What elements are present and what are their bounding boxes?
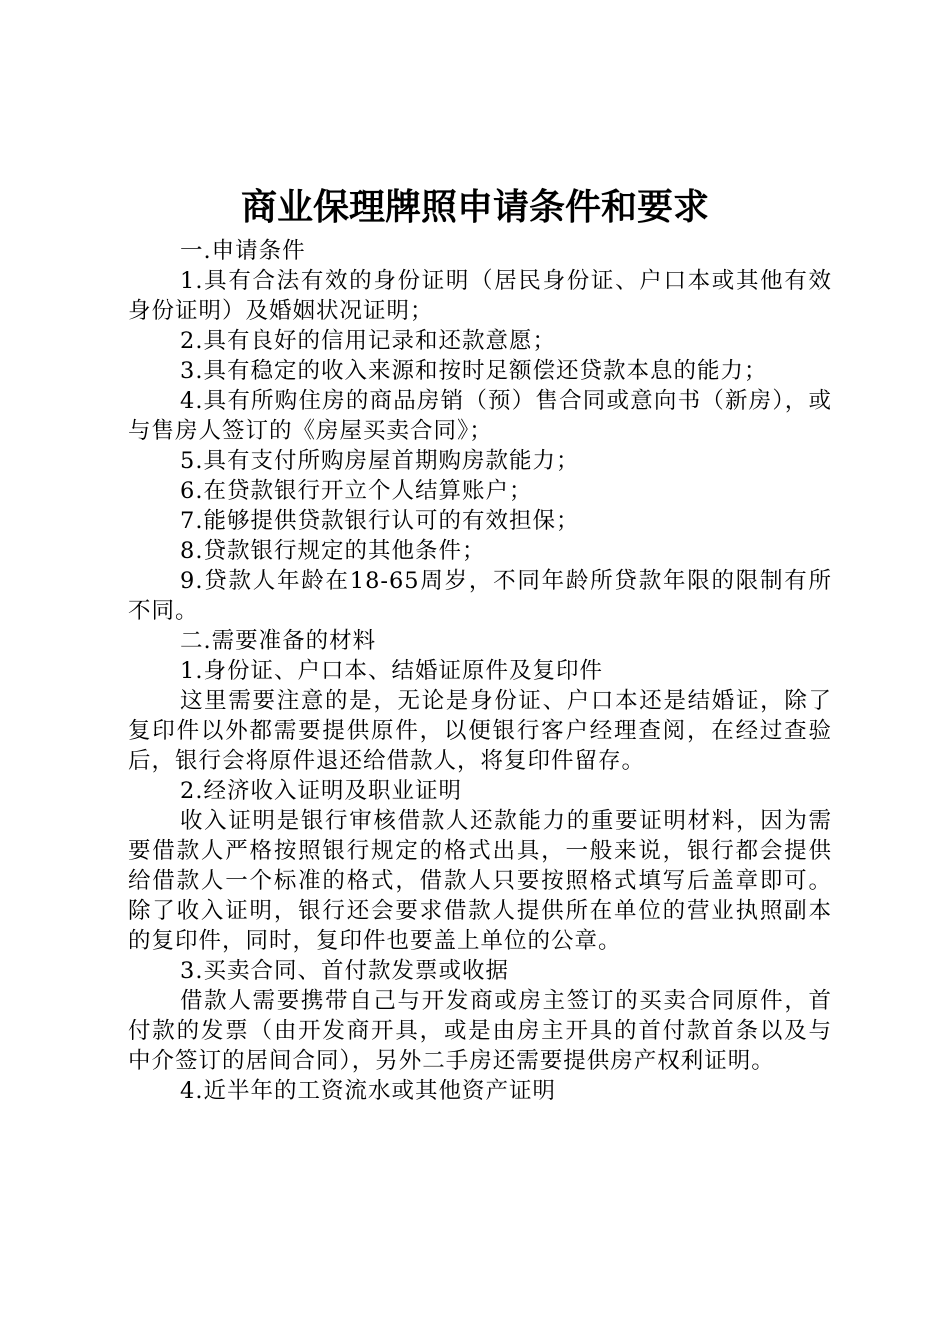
material-item-1-note: 这里需要注意的是，无论是身份证、户口本还是结婚证，除了复印件以外都需要提供原件，以便银行客户经理查阅，在经过查验后，银行会将原件退还给借款人，将复印件留存。 [128, 688, 832, 774]
material-item-2: 2.经济收入证明及职业证明 [180, 778, 462, 804]
condition-item-8: 8.贷款银行规定的其他条件； [180, 538, 486, 564]
condition-item-5: 5.具有支付所购房屋首期购房款能力； [180, 448, 580, 474]
material-item-2-note: 收入证明是银行审核借款人还款能力的重要证明材料，因为需要借款人严格按照银行规定的格式出具，一般来说，银行都会提供给借款人一个标准的格式，借款人只要按照格式填写后盖章即可。除了收入证明，银行还会要求借款人提供所在单位的营业执照副本的复印件，同时，复印件也要盖上单位的公章。 [128, 808, 832, 954]
material-item-3-note: 借款人需要携带自己与开发商或房主签订的买卖合同原件，首付款的发票（由开发商开具，或是由房主开具的首付款首条以及与中介签订的居间合同），另外二手房还需要提供房产权利证明。 [128, 988, 832, 1074]
material-item-1: 1.身份证、户口本、结婚证原件及复印件 [180, 658, 603, 684]
material-item-4: 4.近半年的工资流水或其他资产证明 [180, 1078, 556, 1104]
heading-application-conditions: 一.申请条件 [180, 238, 306, 264]
condition-item-7: 7.能够提供贷款银行认可的有效担保； [180, 508, 580, 534]
heading-required-materials: 二.需要准备的材料 [180, 628, 377, 654]
document-body [128, 236, 832, 1106]
condition-item-9: 9.贷款人年龄在18-65周岁，不同年龄所贷款年限的限制有所不同。 [128, 568, 832, 624]
condition-item-6: 6.在贷款银行开立个人结算账户； [180, 478, 533, 504]
material-item-3: 3.买卖合同、首付款发票或收据 [180, 958, 509, 984]
condition-item-1: 1.具有合法有效的身份证明（居民身份证、户口本或其他有效身份证明）及婚姻状况证明； [128, 268, 832, 324]
condition-item-2: 2.具有良好的信用记录和还款意愿； [180, 328, 556, 354]
document-title: 商业保理牌照申请条件和要求 [240, 187, 709, 228]
condition-item-3: 3.具有稳定的收入来源和按时足额偿还贷款本息的能力； [180, 358, 768, 384]
condition-item-4: 4.具有所购住房的商品房销（预）售合同或意向书（新房），或与售房人签订的《房屋买卖合同》； [128, 388, 832, 444]
